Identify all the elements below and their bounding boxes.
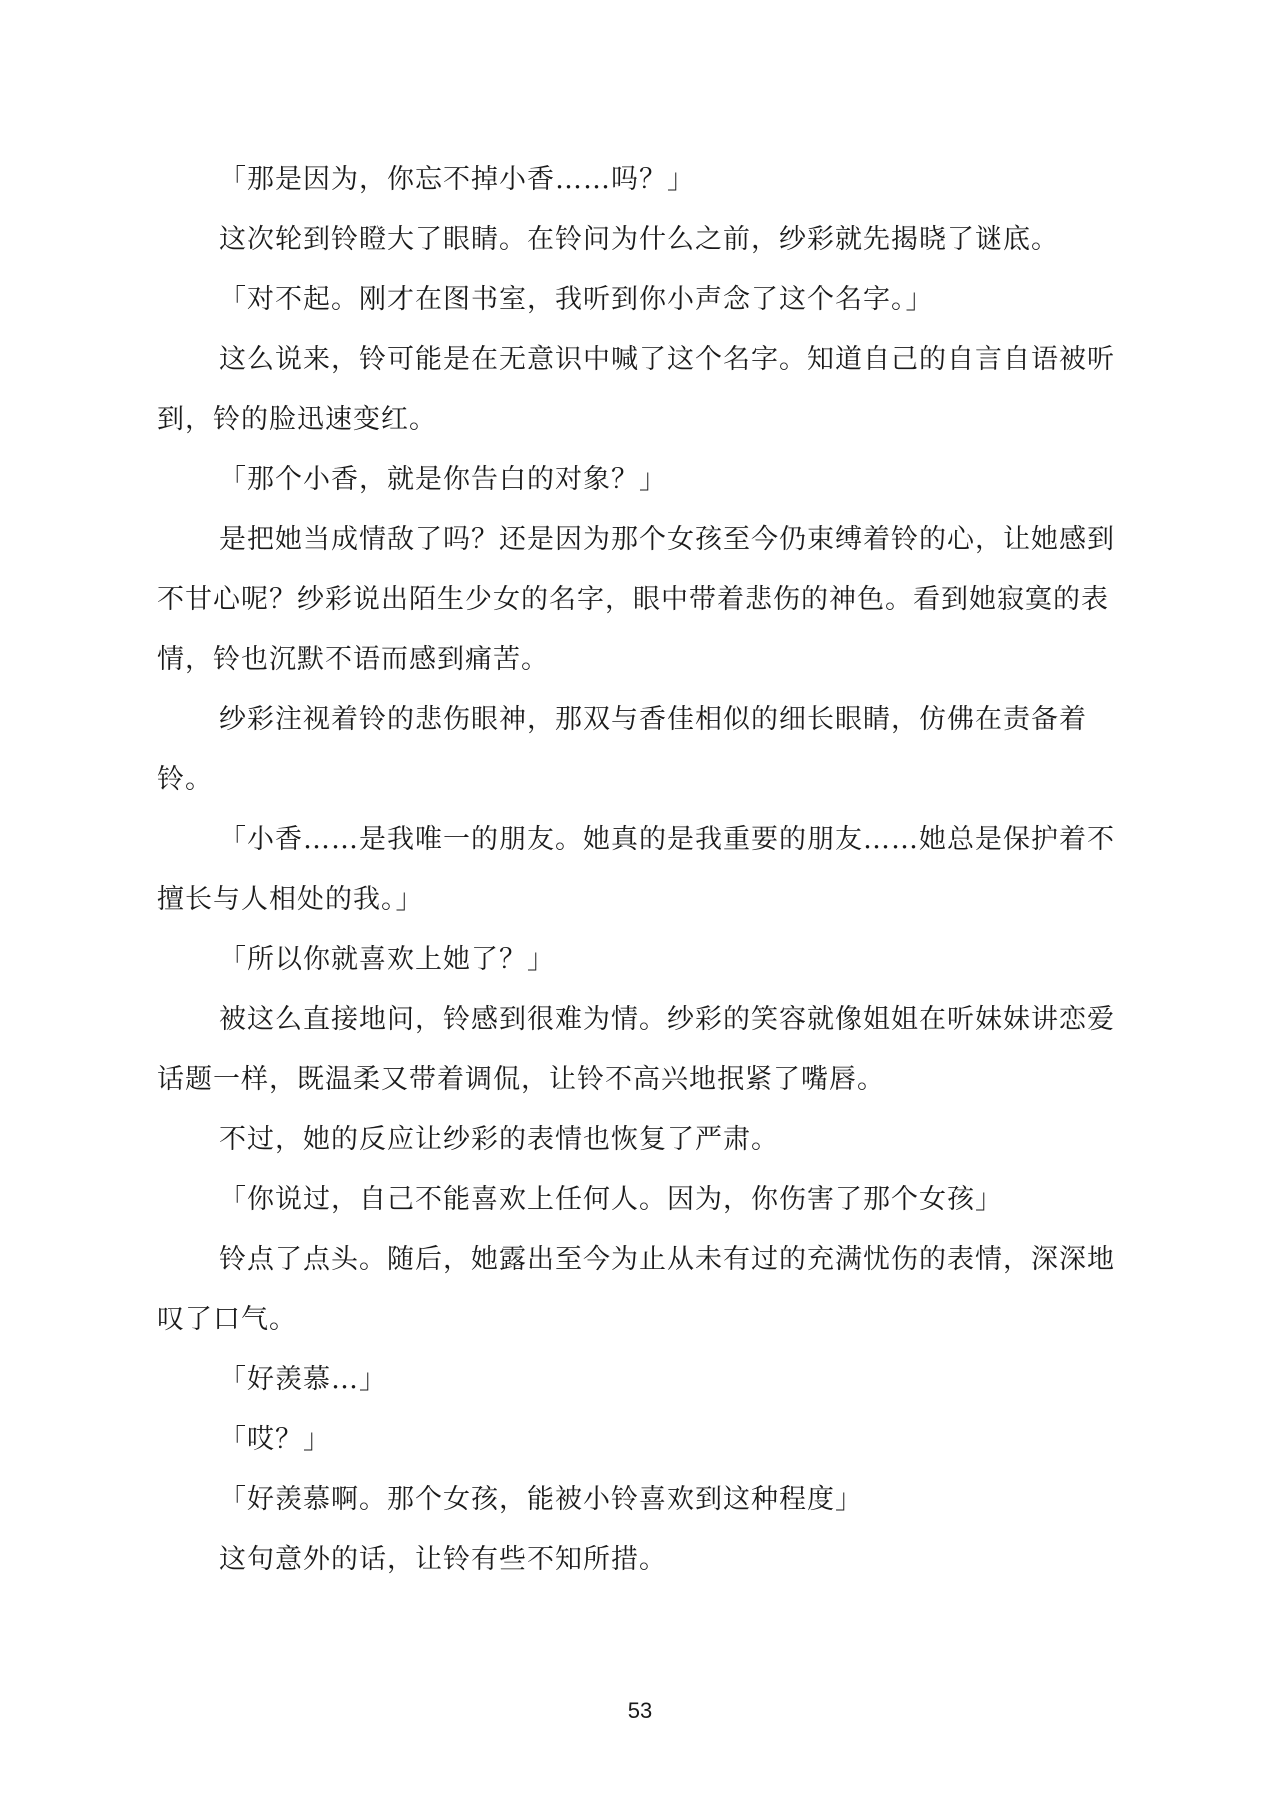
paragraph: 「那个小香，就是你告白的对象？」	[219, 464, 667, 495]
paragraph: 「对不起。刚才在图书室，我听到你小声念了这个名字。」	[219, 284, 934, 315]
paragraph: 被这么直接地问，铃感到很难为情。纱彩的笑容就像姐姐在听妹妹讲恋爱话题一样，既温柔又带着调侃，让铃不高兴地抿紧了嘴唇。	[157, 1004, 1115, 1095]
paragraph: 铃点了点头。随后，她露出至今为止从未有过的充满忧伤的表情，深深地叹了口气。	[157, 1244, 1115, 1335]
paragraph: 「好羡慕啊。那个女孩，能被小铃喜欢到这种程度」	[219, 1484, 863, 1515]
paragraph: 纱彩注视着铃的悲伤眼神，那双与香佳相似的细长眼睛，仿佛在责备着铃。	[157, 704, 1087, 795]
paragraph: 「小香……是我唯一的朋友。她真的是我重要的朋友……她总是保护着不擅长与人相处的我。」	[157, 824, 1115, 915]
paragraph: 「你说过，自己不能喜欢上任何人。因为，你伤害了那个女孩」	[219, 1184, 1003, 1215]
paragraph: 「好羡慕…」	[219, 1364, 387, 1395]
paragraph: 是把她当成情敌了吗？还是因为那个女孩至今仍束缚着铃的心，让她感到不甘心呢？纱彩说出陌生少女的名字，眼中带着悲伤的神色。看到她寂寞的表情，铃也沉默不语而感到痛苦。	[157, 524, 1115, 675]
paragraph: 这么说来，铃可能是在无意识中喊了这个名字。知道自己的自言自语被听到，铃的脸迅速变红。	[157, 344, 1115, 435]
text-body	[157, 150, 1127, 1590]
paragraph: 这句意外的话，让铃有些不知所措。	[219, 1544, 667, 1575]
page-number: 53	[627, 1698, 653, 1723]
paragraph: 不过，她的反应让纱彩的表情也恢复了严肃。	[219, 1124, 779, 1155]
paragraph: 「哎？」	[219, 1424, 331, 1455]
paragraph: 「那是因为，你忘不掉小香……吗？」	[219, 164, 695, 195]
paragraph: 「所以你就喜欢上她了？」	[219, 944, 555, 975]
paragraph: 这次轮到铃瞪大了眼睛。在铃问为什么之前，纱彩就先揭晓了谜底。	[219, 224, 1059, 255]
